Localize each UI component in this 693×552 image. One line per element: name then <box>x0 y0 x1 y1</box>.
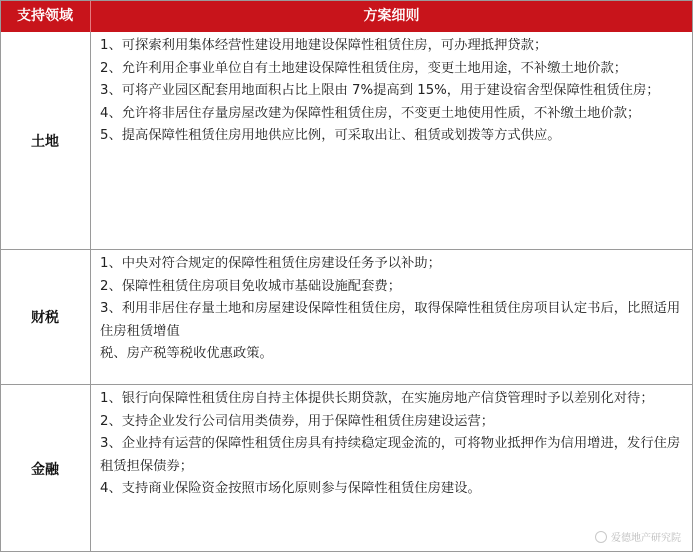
detail-line: 1、可探索利用集体经营性建设用地建设保障性租赁住房，可办理抵押贷款； <box>100 38 548 53</box>
row-label: 土地 <box>0 32 91 249</box>
table-row-fiscal <box>0 250 693 385</box>
row-details <box>100 35 683 148</box>
detail-line: 1、银行向保障性租赁住房自持主体提供长期贷款，在实施房地产信贷管理时予以差别化对待； <box>100 391 654 406</box>
header-support-area: 支持领域 <box>0 0 91 32</box>
detail-line: 2、支持企业发行公司信用类债券，用于保障性租赁住房建设运营； <box>100 413 495 429</box>
detail-line: 税、房产税等税收优惠政策。 <box>100 346 273 361</box>
header-plan-details: 方案细则 <box>363 8 420 24</box>
detail-line: 5、提高保障性租赁住房用地供应比例，可采取出让、租赁或划拨等方式供应。 <box>100 128 561 143</box>
watermark-logo-icon <box>595 531 607 543</box>
watermark <box>595 529 681 544</box>
row-details <box>100 388 683 501</box>
row-label: 财税 <box>0 250 91 384</box>
detail-line: 3、利用非居住存量土地和房屋建设保障性租赁住房，取得保障性租赁住房项目认定书后，比照适用住房租赁增值 <box>100 301 681 339</box>
detail-line: 3、可将产业园区配套用地面积占比上限由 7%提高到 15%，用于建设宿舍型保障性租赁住房； <box>100 83 660 98</box>
detail-line: 1、中央对符合规定的保障性租赁住房建设任务予以补助； <box>100 256 441 271</box>
detail-line: 4、支持商业保险资金按照市场化原则参与保障性租赁住房建设。 <box>100 481 481 496</box>
detail-line: 2、保障性租赁住房项目免收城市基础设施配套费； <box>100 278 401 294</box>
table-row-finance <box>0 385 693 552</box>
table-header <box>0 0 693 32</box>
watermark-text: 爱德地产研究院 <box>611 533 681 544</box>
table-row-land <box>0 32 693 250</box>
detail-line: 2、允许利用企事业单位自有土地建设保障性租赁住房，变更土地用途，不补缴土地价款； <box>100 60 628 76</box>
row-label: 金融 <box>0 385 91 552</box>
detail-line: 4、允许将非居住存量房屋改建为保障性租赁住房，不变更土地使用性质，不补缴土地价款； <box>100 105 641 121</box>
detail-line: 3、企业持有运营的保障性租赁住房具有持续稳定现金流的，可将物业抵押作为信用增进，发行住房租赁担保债券； <box>100 436 681 474</box>
row-details <box>100 253 683 366</box>
